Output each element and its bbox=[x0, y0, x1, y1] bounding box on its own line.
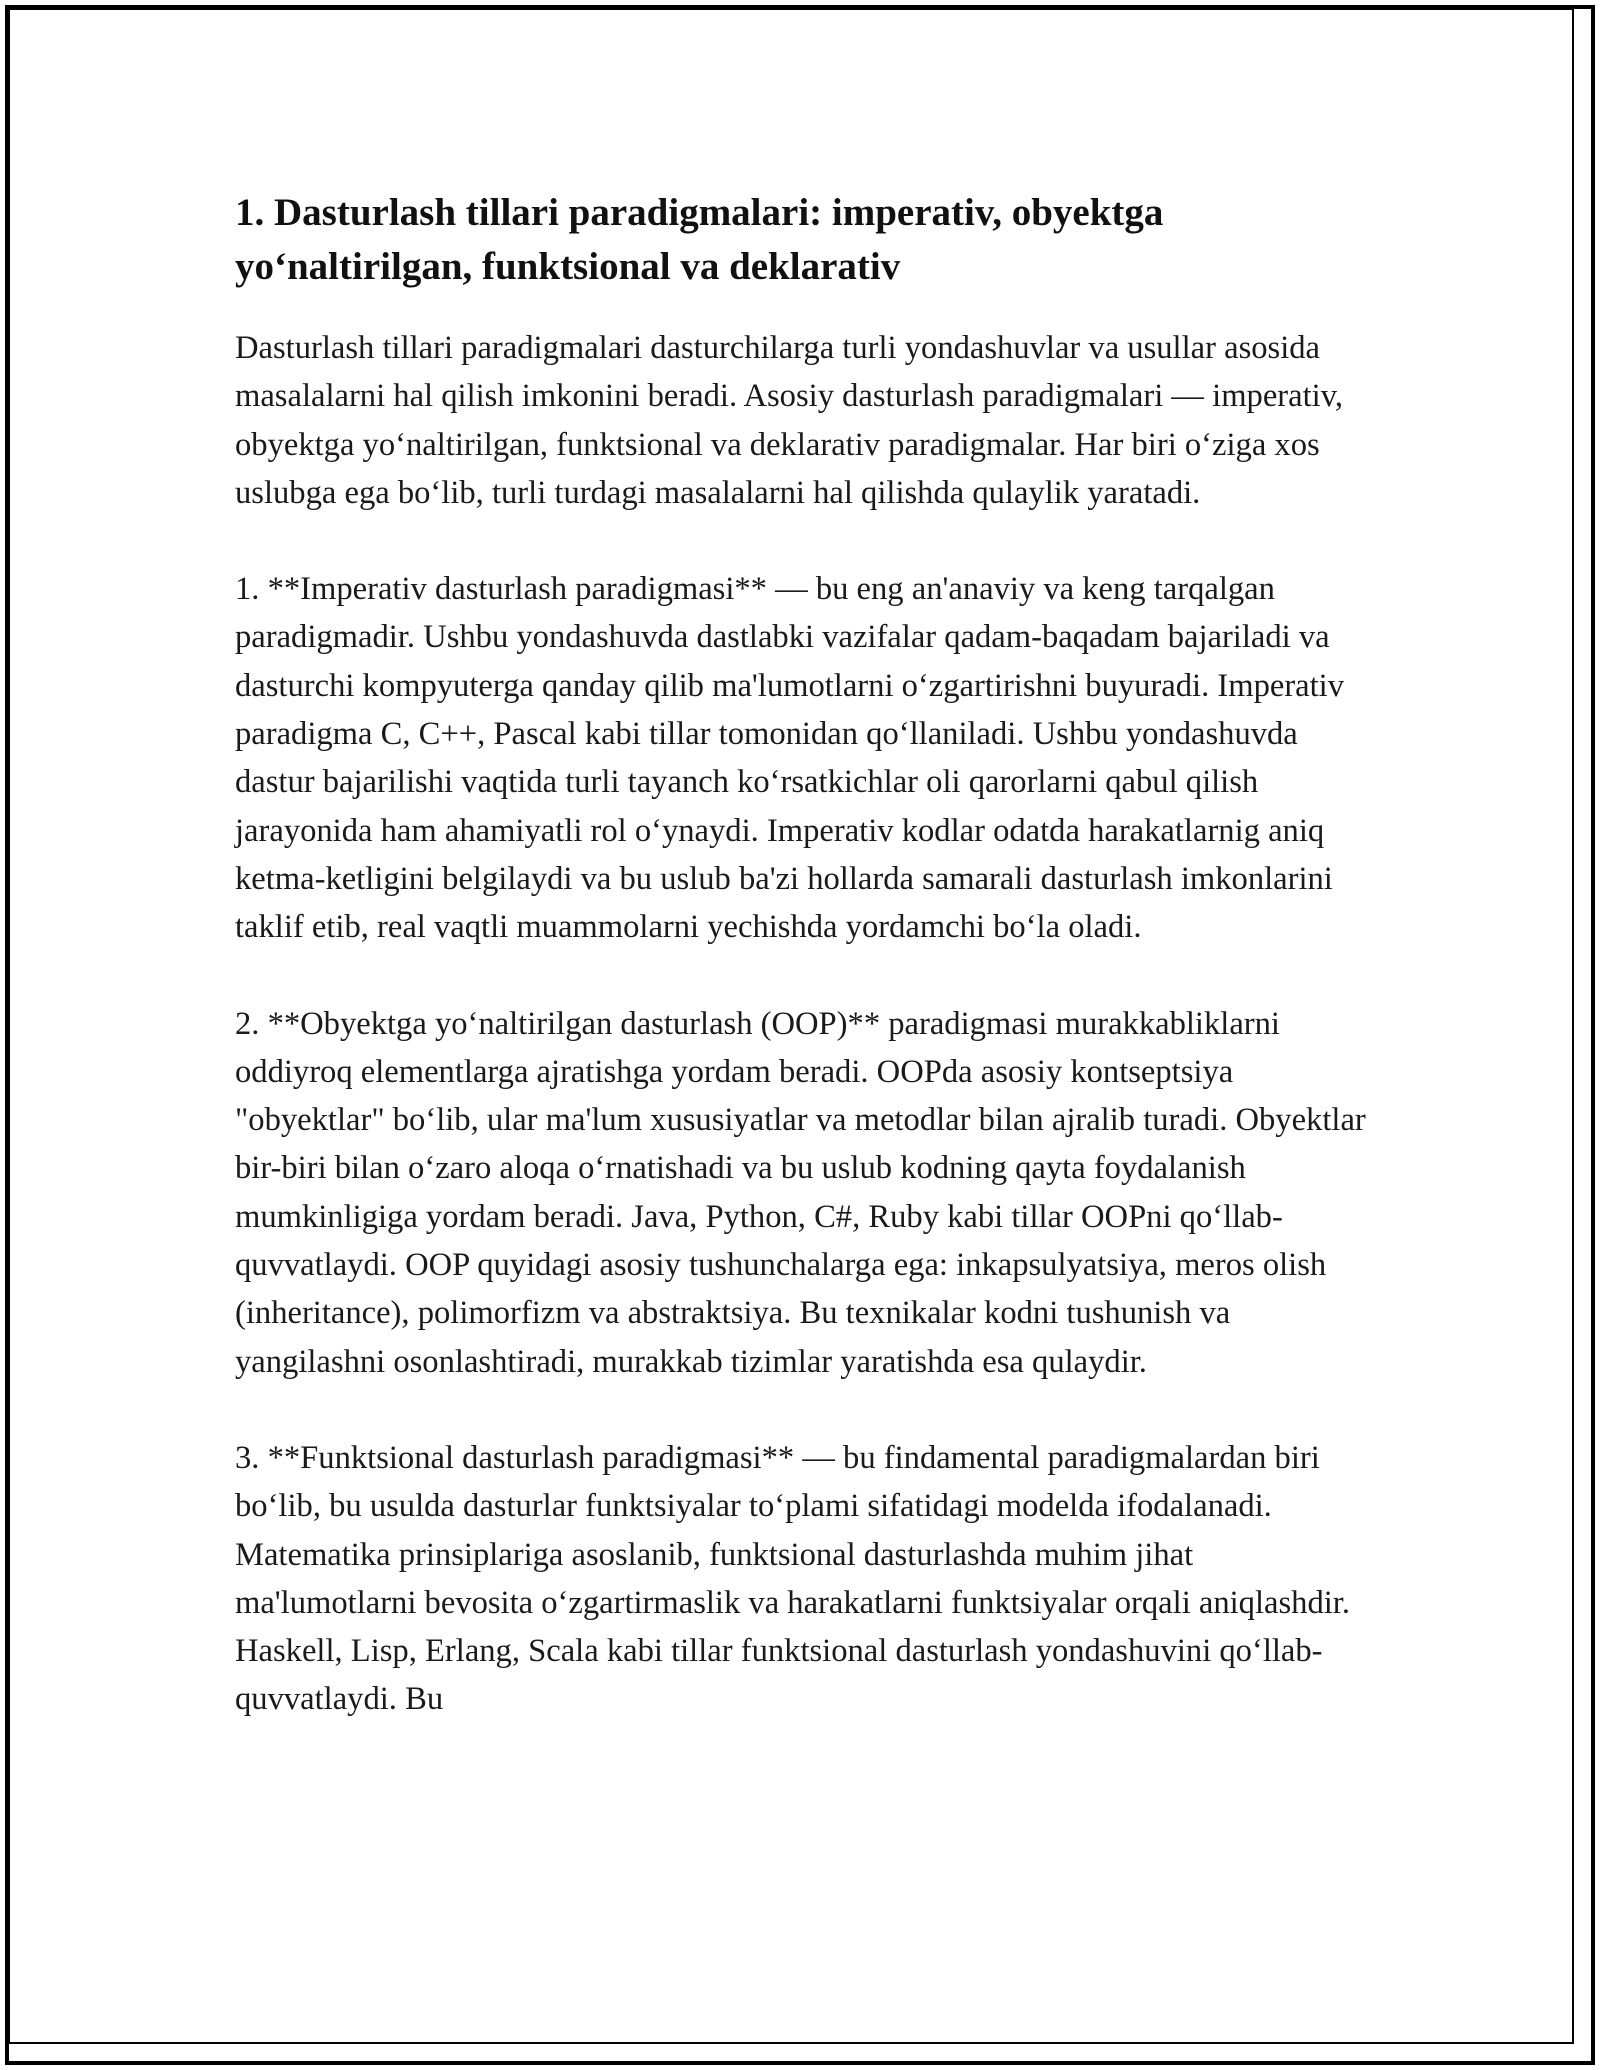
oop-paragraph: 2. **Obyektga yo‘naltirilgan dasturlash (OOP)** paradigmasi murakkabliklarni oddiyroq elementlarga ajratishga yordam beradi. OOPda asosiy kontseptsiya "obyektlar" bo‘lib, ular ma'lum xususiyatlar va metodlar bilan ajralib turadi. Obyektlar bir-biri bilan o‘zaro aloqa o‘rnatishadi va bu uslub kodning qayta foydalanish mumkinligiga yordam beradi. Java, Python, C#, Ruby kabi tillar OOPni qo‘llab-quvvatlaydi. OOP quyidagi asosiy tushunchalarga ega: inkapsulyatsiya, meros olish (inheritance), polimorfizm va abstraktsiya. Bu texnikalar kodni tushunish va yangilashni osonlashtiradi, murakkab tizimlar yaratishda esa qulaydir. bbox=[235, 1005, 1366, 1380]
document-body bbox=[235, 186, 1380, 1772]
document-title: 1. Dasturlash tillari paradigmalari: imperativ, obyektga yo‘naltirilgan, funktsional va deklarativ bbox=[235, 191, 1164, 288]
functional-paragraph: 3. **Funktsional dasturlash paradigmasi** — bu findamental paradigmalardan biri bo‘lib, bu usulda dasturlar funktsiyalar to‘plami sifatidagi modelda ifodalanadi. Matematika prinsiplariga asoslanib, funktsional dasturlashda muhim jihat ma'lumotlarni bevosita o‘zgartirmaslik va harakatlarni funktsiyalar orqali aniqlashdir. Haskell, Lisp, Erlang, Scala kabi tillar funktsional dasturlash yondashuvini qo‘llab-quvvatlaydi. Bu bbox=[235, 1439, 1350, 1718]
intro-paragraph: Dasturlash tillari paradigmalari dasturchilarga turli yondashuvlar va usullar asosida masalalarni hal qilish imkonini beradi. Asosiy dasturlash paradigmalari — imperativ, obyektga yo‘naltirilgan, funktsional va deklarativ paradigmalar. Har biri o‘ziga xos uslubga ega bo‘lib, turli turdagi masalalarni hal qilishda qulaylik yaratadi. bbox=[235, 330, 1344, 511]
imperative-paragraph: 1. **Imperativ dasturlash paradigmasi** — bu eng an'anaviy va keng tarqalgan paradigmadir. Ushbu yondashuvda dastlabki vazifalar qadam-baqadam bajariladi va dasturchi kompyuterga qanday qilib ma'lumotlarni o‘zgartirishni buyuradi. Imperativ paradigma C, C++, Pascal kabi tillar tomonidan qo‘llaniladi. Ushbu yondashuvda dastur bajarilishi vaqtida turli tayanch ko‘rsatkichlar oli qarorlarni qabul qilish jarayonida ham ahamiyatli rol o‘ynaydi. Imperativ kodlar odatda harakatlarnig aniq ketma-ketligini belgilaydi va bu uslub ba'zi hollarda samarali dasturlash imkonlarini taklif etib, real vaqtli muammolarni yechishda yordamchi bo‘la oladi. bbox=[235, 571, 1345, 946]
